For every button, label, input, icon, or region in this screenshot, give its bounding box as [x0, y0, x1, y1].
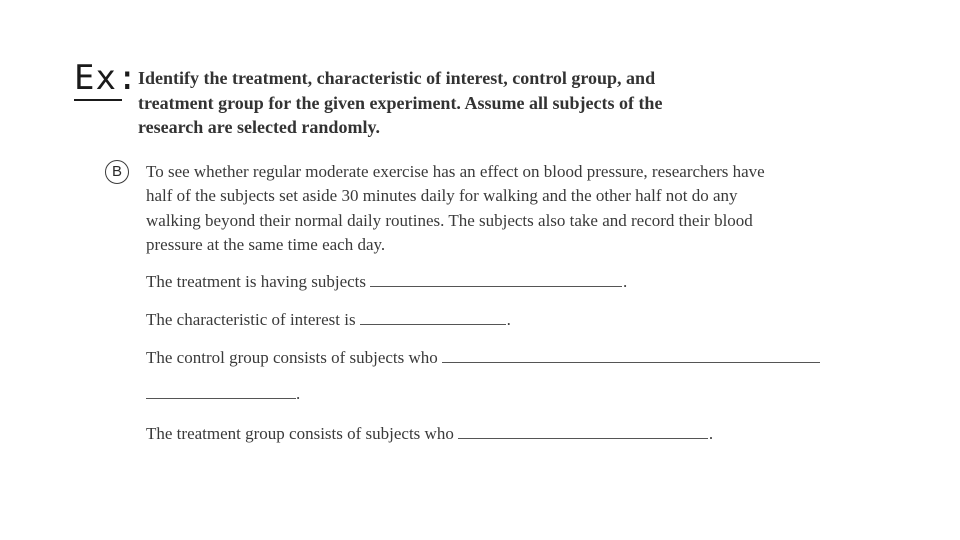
answer-treatment-group-prompt: The treatment group consists of subjects who	[146, 424, 454, 443]
problem-text	[146, 160, 826, 257]
answer-characteristic-prompt: The characteristic of interest is	[146, 310, 356, 329]
instructions	[138, 66, 738, 140]
answer-control-prompt: The control group consists of subjects who	[146, 348, 438, 367]
answer-period: .	[708, 424, 714, 443]
instructions-line: research are selected randomly.	[138, 117, 380, 137]
answer-treatment-group-blank[interactable]	[458, 422, 708, 439]
ex-label: Ex:	[74, 58, 139, 98]
problem-line: pressure at the same time each day.	[146, 234, 386, 254]
instructions-line: treatment group for the given experiment. Assume all subjects of the	[138, 92, 663, 113]
problem-line: To see whether regular moderate exercise has an effect on blood pressure, researchers have	[146, 162, 765, 181]
answer-period: .	[506, 310, 511, 329]
answer-control	[146, 346, 820, 369]
problem-badge: B	[105, 160, 129, 184]
answer-control-continuation-blank[interactable]	[146, 398, 296, 399]
answer-treatment-blank[interactable]	[370, 270, 622, 287]
ex-label-underline	[74, 99, 122, 101]
answer-characteristic-blank[interactable]	[360, 308, 506, 325]
answer-characteristic	[146, 308, 511, 331]
answer-control-blank[interactable]	[442, 346, 820, 363]
problem-line: walking beyond their normal daily routines. The subjects also take and record their blood	[146, 210, 753, 230]
problem-line: half of the subjects set aside 30 minutes daily for walking and the other half not do any	[146, 186, 738, 206]
answer-treatment-group	[146, 422, 713, 445]
answer-treatment-prompt: The treatment is having subjects	[146, 272, 366, 291]
answer-period: .	[296, 384, 301, 403]
answer-treatment	[146, 270, 627, 293]
instructions-line: Identify the treatment, characteristic of interest, control group, and	[138, 68, 656, 88]
answer-period: .	[623, 272, 628, 291]
